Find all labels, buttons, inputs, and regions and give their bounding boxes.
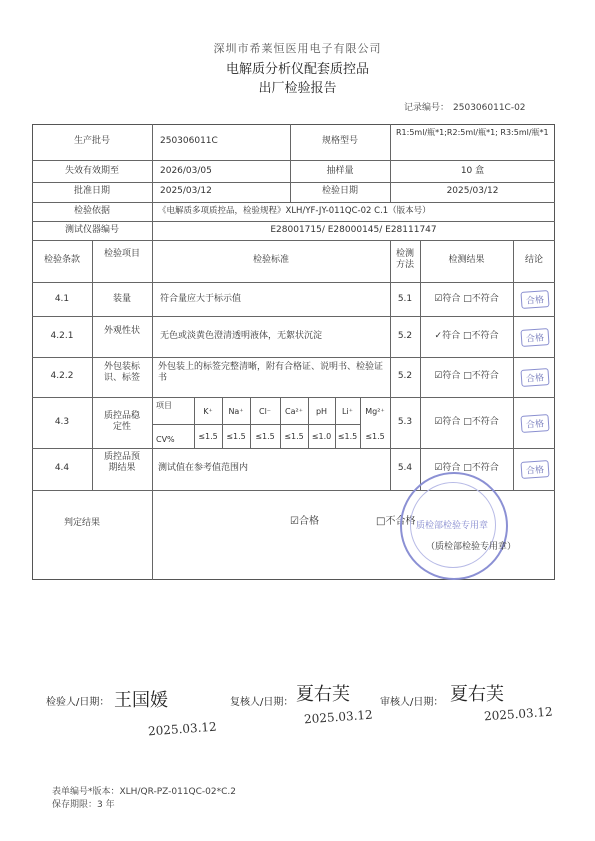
seal-text: 质检部检验专用章 <box>415 521 488 531</box>
row1-result: ☑符合 □不符合 <box>434 294 499 304</box>
stability-limit-k: ≤1.5 <box>198 432 218 441</box>
row4-pass-stamp: 合格 <box>520 414 549 433</box>
row3-method: 5.2 <box>397 371 413 381</box>
quantity-value: 10 盒 <box>460 166 485 176</box>
stability-limit-na: ≤1.5 <box>226 432 246 441</box>
inspector-signature: 王国媛 <box>114 690 168 711</box>
batch-label: 生产批号 <box>73 136 110 146</box>
row2-pass-stamp: 合格 <box>520 328 549 347</box>
stamp-note: （质检部检验专用章） <box>426 542 517 552</box>
col-result: 检测结果 <box>448 255 485 265</box>
row2-method: 5.2 <box>397 331 413 341</box>
stability-limit-cl: ≤1.5 <box>255 432 275 441</box>
approval-date-label: 批准日期 <box>73 186 110 196</box>
approver-label: 审核人/日期： <box>380 697 444 708</box>
row4-item: 质控品稳定性 <box>103 411 140 432</box>
inspection-date-value: 2025/03/12 <box>446 186 499 196</box>
row5-pass-stamp: 合格 <box>520 460 549 479</box>
stability-item-cl: Cl⁻ <box>258 407 272 416</box>
row5-result: ☑符合 □不符合 <box>434 463 499 473</box>
col-requirement: 检验标准 <box>252 255 289 265</box>
stability-limit-ph: ≤1.0 <box>311 432 332 441</box>
stability-item-k: K⁺ <box>203 407 213 416</box>
row3-result: ☑符合 □不符合 <box>434 371 499 381</box>
reviewer-date: 2025.03.12 <box>303 707 374 727</box>
record-number <box>400 100 526 113</box>
stability-item-na: Na⁺ <box>228 407 244 416</box>
col-conclusion: 结论 <box>524 255 543 265</box>
report-subtitle: 出厂检验报告 <box>258 81 337 96</box>
basis-value: 《电解质多项质控品，检验规程》XLH/YF-JY-011QC-02 C.1（版本号） <box>158 206 431 216</box>
row3-pass-stamp: 合格 <box>520 368 549 387</box>
stability-corner-bottom: CV% <box>156 435 175 444</box>
row2-no: 4.2.1 <box>50 331 74 341</box>
row2-result: ✓符合 □不符合 <box>434 331 499 341</box>
row4-no: 4.3 <box>54 417 70 427</box>
inspector-label: 检验人/日期： <box>46 697 110 708</box>
stability-item-li: Li⁺ <box>342 407 353 416</box>
basis-label: 检验依据 <box>73 206 110 216</box>
inspector-date: 2025.03.12 <box>147 719 218 739</box>
company-name: 深圳市希莱恒医用电子有限公司 <box>213 42 382 55</box>
approval-date-value: 2025/03/12 <box>160 186 212 196</box>
row5-no: 4.4 <box>54 463 70 473</box>
stability-item-mg: Mg²⁺ <box>365 407 385 416</box>
batch-value: 250306011C <box>160 136 218 146</box>
row5-method: 5.4 <box>397 463 413 473</box>
stability-item-ph: pH <box>315 407 328 416</box>
stability-limit-ca: ≤1.5 <box>284 432 304 441</box>
col-method: 检测方法 <box>395 249 414 270</box>
retention-period: 保存期限：3 年 <box>52 800 115 810</box>
approver-signature: 夏右芙 <box>450 684 504 705</box>
row5-item: 质控品预期结果 <box>103 452 140 473</box>
reviewer-signature: 夏右芙 <box>296 684 350 705</box>
col-item: 检验项目 <box>103 249 140 259</box>
stability-item-ca: Ca²⁺ <box>285 407 303 416</box>
row3-requirement: 外包装上的标签完整清晰，附有合格证、说明书、检验证书 <box>158 362 384 383</box>
row3-item: 外包装标识、标签 <box>103 362 140 383</box>
quantity-label: 抽样量 <box>326 166 354 176</box>
row1-method: 5.1 <box>397 294 413 304</box>
row1-no: 4.1 <box>54 294 70 304</box>
expiry-label: 失效有效期至 <box>64 166 119 176</box>
stability-corner-top: 项目 <box>156 401 172 410</box>
row2-item: 外观性状 <box>103 326 140 336</box>
row2-requirement: 无色或淡黄色澄清透明液体，无絮状沉淀 <box>160 331 323 341</box>
stability-limit-mg: ≤1.5 <box>365 432 385 441</box>
spec-value: R1:5ml/瓶*1;R2:5ml/瓶*1; R3:5ml/瓶*1 <box>396 128 549 137</box>
judgement-label: 判定结果 <box>63 518 100 528</box>
judgement-fail: □不合格 <box>376 516 416 527</box>
form-number: 表单编号*版本：XLH/QR-PZ-011QC-02*C.2 <box>52 787 236 797</box>
reviewer-label: 复核人/日期： <box>230 697 294 708</box>
report-title: 电解质分析仪配套质控品 <box>225 62 369 77</box>
row3-no: 4.2.2 <box>50 371 74 381</box>
row5-requirement: 测试值在参考值范围内 <box>158 463 249 473</box>
inspection-date-label: 检验日期 <box>321 186 358 196</box>
row4-result: ☑符合 □不符合 <box>434 417 499 427</box>
instrument-value: E28001715/ E28000145/ E28111747 <box>270 225 437 235</box>
expiry-value: 2026/03/05 <box>160 166 212 176</box>
col-item-no: 检验条款 <box>43 255 80 265</box>
approver-date: 2025.03.12 <box>483 704 554 724</box>
record-number-value: 250306011C-02 <box>453 103 526 113</box>
row1-requirement: 符合量应大于标示值 <box>160 294 242 304</box>
row1-pass-stamp: 合格 <box>520 290 549 309</box>
row1-item: 装量 <box>112 294 131 304</box>
record-number-label: 记录编号： <box>404 103 450 113</box>
judgement-pass: ☑合格 <box>290 516 319 527</box>
stability-limit-li: ≤1.5 <box>337 432 358 441</box>
instrument-label: 测试仪器编号 <box>64 225 119 235</box>
row4-method: 5.3 <box>397 417 413 427</box>
spec-label: 规格型号 <box>321 136 358 146</box>
